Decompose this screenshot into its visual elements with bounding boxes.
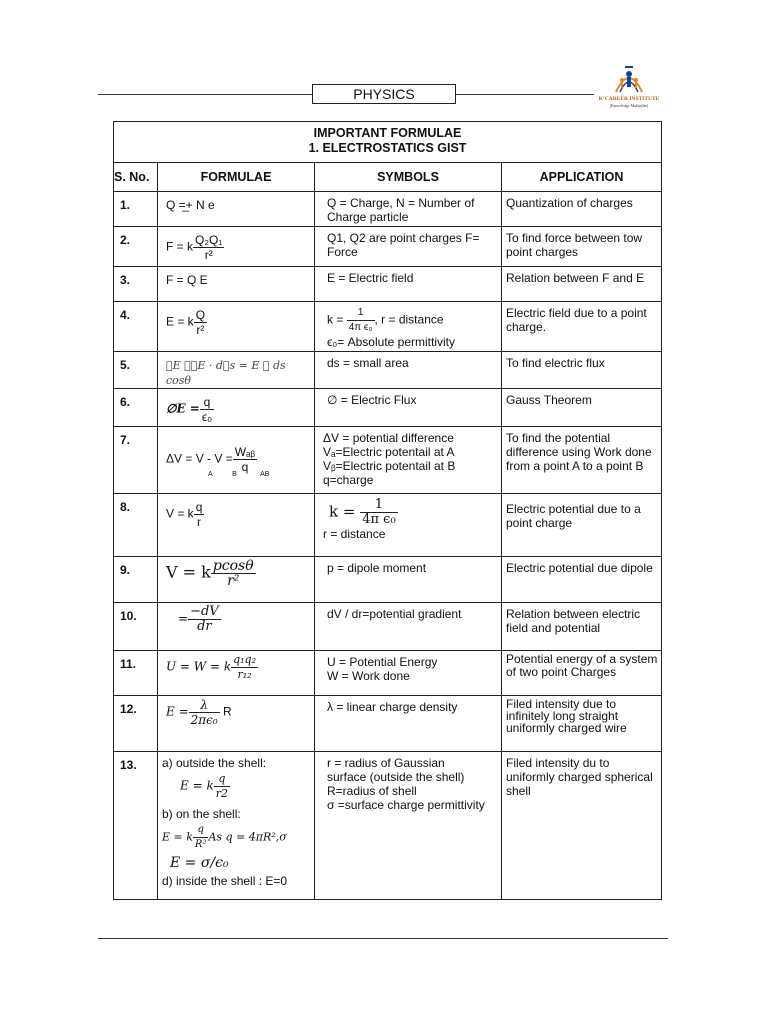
formulae-table: [113, 121, 662, 900]
formula: [158, 557, 315, 603]
formula-fraction: [194, 308, 207, 337]
symbols: [315, 302, 502, 352]
formula-lhs: F = k: [166, 239, 194, 254]
part-a-label: a) outside the shell:: [162, 756, 267, 770]
symbol-line: Q1, Q2 are point charges F=: [327, 231, 480, 245]
formula-numerator: q: [200, 395, 214, 410]
formula-text: Q =̲+ N e: [166, 198, 215, 212]
formula-fraction: [188, 605, 221, 634]
title-line-2: 1. ELECTROSTATICS GIST: [308, 141, 467, 155]
symbols: [315, 267, 502, 302]
part-a-fraction: [214, 772, 230, 801]
formula: [158, 752, 315, 900]
part-a-denominator: r2: [215, 787, 228, 800]
symbol-line: Vₐ=Electric potentail at A: [323, 445, 455, 459]
symbol-line: p = dipole moment: [327, 561, 427, 575]
symbol-line: r = radius of Gaussian: [327, 756, 445, 770]
symbol-line: Vᵦ=Electric potentail at B: [323, 459, 456, 473]
formula-fraction: [211, 559, 256, 588]
row-number: 9.: [114, 557, 158, 603]
application: Electric potential due dipole: [502, 557, 662, 603]
application: Filed intensity due to infinitely long straight uniformly charged wire: [502, 696, 662, 752]
formula-numerator: Q₂Q₁: [195, 233, 223, 247]
symbol-line: ∅ = Electric Flux: [327, 393, 417, 407]
row-number: 11.: [114, 651, 158, 696]
row-number: 7.: [114, 427, 158, 494]
application: Relation between electric field and potential: [502, 603, 662, 651]
k-denominator: 4π ϵ₀: [362, 512, 396, 527]
formula: [158, 651, 315, 696]
table-row: [114, 302, 662, 352]
formula: [158, 427, 315, 494]
symbol-line: E = Electric field: [327, 271, 414, 285]
formula-lhs: E = k: [166, 314, 194, 329]
symbols: [315, 427, 502, 494]
k-fraction: [347, 306, 375, 335]
application: Relation between F and E: [502, 267, 662, 302]
title-line-1: IMPORTANT FORMULAE: [313, 126, 462, 140]
table-row: [114, 696, 662, 752]
formula-denominator: dr: [197, 619, 212, 634]
formula: [158, 227, 315, 267]
symbol-distance: , r = distance: [374, 312, 444, 327]
part-d-label: d) inside the shell : E=0: [162, 874, 288, 888]
formula: [158, 494, 315, 557]
formula-numerator: −dV: [190, 604, 219, 619]
formula-fraction: [200, 395, 214, 424]
formula-denominator: q: [241, 460, 249, 474]
table-row: [114, 267, 662, 302]
formula-lhs: =: [178, 611, 189, 626]
part-b-formula: [162, 823, 312, 852]
table-row: [114, 389, 662, 427]
application: Gauss Theorem: [502, 389, 662, 427]
k-numerator: 1: [360, 498, 397, 513]
table-row: [114, 494, 662, 557]
formula-numerator: q: [195, 500, 203, 514]
logo-name: K’CAREER INSTITUTE: [598, 96, 660, 102]
symbol-distance: r = distance: [323, 527, 386, 541]
footer-rule: [98, 938, 668, 939]
symbols: [315, 603, 502, 651]
symbol-k: k =: [329, 502, 356, 521]
logo-tagline: (Knowledge Multiplier): [609, 103, 649, 108]
part-a-formula: [180, 772, 312, 801]
application: Quantization of charges: [502, 192, 662, 227]
formula-numerator: q₁q₂: [233, 653, 256, 666]
formula-fraction: [193, 233, 224, 262]
formula-tail: R: [223, 704, 232, 719]
formula: [158, 267, 315, 302]
row-number: 8.: [114, 494, 158, 557]
symbol-line: q=charge: [323, 473, 374, 487]
application: Electric potential due to a point charge: [502, 494, 662, 557]
symbols: [315, 227, 502, 267]
part-b-denominator: R²: [194, 839, 207, 850]
formula-text: F = Q E: [166, 273, 208, 287]
formula: [158, 192, 315, 227]
subscript-b: B: [232, 471, 237, 478]
symbols: [315, 192, 502, 227]
application: Filed intensity du to uniformly charged spherical shell: [502, 752, 662, 900]
formula: [158, 696, 315, 752]
k-expression: [329, 498, 497, 527]
part-c-formula: E = σ/ϵ₀: [170, 855, 229, 871]
subject-title: PHYSICS: [312, 84, 456, 104]
formula-lhs: U = W = k: [166, 659, 232, 674]
header-rule-right: [456, 94, 594, 95]
part-b-label: b) on the shell:: [162, 807, 241, 821]
table-row: [114, 603, 662, 651]
symbols: [315, 352, 502, 389]
numerator-subscript: AB: [260, 471, 270, 478]
formula-numerator: Q: [195, 308, 206, 322]
table-row: [114, 651, 662, 696]
col-header-sno: S. No.: [114, 163, 158, 192]
symbols: [315, 752, 502, 900]
formula-lhs: V = k: [166, 562, 211, 582]
table-row: [114, 427, 662, 494]
symbol-k: k =: [327, 312, 347, 327]
symbol-line: Q = Charge, N = Number of: [327, 196, 475, 210]
formula-subscripts: [208, 468, 308, 482]
row-number: 13.: [114, 752, 158, 900]
symbol-line: R=radius of shell: [327, 784, 417, 798]
row-number: 2.: [114, 227, 158, 267]
symbols: [315, 651, 502, 696]
formula-denominator: 2πϵ₀: [190, 713, 218, 727]
formula-lhs: ΔV = V - V =: [166, 451, 233, 466]
symbol-line: surface (outside the shell): [327, 770, 465, 784]
logo-emblem-icon: [594, 62, 664, 96]
application: Electric field due to a point charge.: [502, 302, 662, 352]
application: To find electric flux: [502, 352, 662, 389]
table-row: [114, 557, 662, 603]
part-b-fraction: [193, 823, 209, 852]
formula: [158, 302, 315, 352]
symbol-line: σ =surface charge permittivity: [327, 798, 485, 812]
table-row: [114, 352, 662, 389]
subscript-a: A: [208, 471, 213, 478]
row-number: 5.: [114, 352, 158, 389]
symbol-line: Force: [327, 245, 358, 259]
application: To find the potential difference using Work done from a point A to a point B: [502, 427, 662, 494]
col-header-application: APPLICATION: [502, 163, 662, 192]
application: Potential energy of a system of two point Charges: [502, 651, 662, 696]
symbol-permittivity: ϵ₀= Absolute permittivity: [327, 335, 455, 349]
formula-fraction: [189, 698, 220, 727]
table-row: [114, 192, 662, 227]
formula-lhs: E =: [166, 704, 189, 719]
formula-lhs: ∅E =: [166, 401, 200, 416]
symbol-line: Charge particle: [327, 210, 409, 224]
row-number: 4.: [114, 302, 158, 352]
formula-numerator: λ: [189, 698, 220, 713]
part-b-tail: As q = 4πR²,σ: [208, 830, 287, 844]
formula-lhs: V = k: [166, 506, 194, 521]
part-b-numerator: q: [193, 823, 209, 838]
formula-numerator: Wₐᵦ: [234, 445, 256, 459]
formula: [158, 389, 315, 427]
symbols: [315, 696, 502, 752]
symbol-line: U = Potential Energy: [327, 655, 438, 669]
formula-denominator: ϵ₀: [201, 410, 213, 424]
header-row: [114, 163, 662, 192]
symbol-line: λ = linear charge density: [327, 700, 458, 714]
row-number: 10.: [114, 603, 158, 651]
col-header-symbols: SYMBOLS: [315, 163, 502, 192]
row-number: 3.: [114, 267, 158, 302]
row-number: 6.: [114, 389, 158, 427]
part-a-lhs: E = k: [180, 778, 214, 793]
symbol-line: dV / dr=potential gradient: [327, 607, 462, 621]
row-number: 1.: [114, 192, 158, 227]
table-title: [114, 122, 662, 163]
symbol-line: ΔV = potential difference: [323, 431, 454, 445]
formula-denominator: r₁₂: [237, 668, 252, 681]
table-row: [114, 227, 662, 267]
formula-text: ∅E ∮⃗E · d⃗s = E ∮ ds cosθ: [166, 359, 286, 387]
formula-fraction: [194, 500, 205, 529]
part-b-lhs: E = k: [162, 830, 193, 844]
col-header-formulae: FORMULAE: [158, 163, 315, 192]
symbols: [315, 494, 502, 557]
k-numerator: 1: [347, 306, 375, 321]
formula-denominator: r²: [196, 323, 205, 337]
formula-denominator: r²: [227, 573, 240, 589]
k-fraction: [360, 498, 397, 527]
row-number: 12.: [114, 696, 158, 752]
formula: [158, 603, 315, 651]
table-row: [114, 752, 662, 900]
symbols: [315, 389, 502, 427]
institute-logo: [594, 62, 664, 112]
application: To find force between tow point charges: [502, 227, 662, 267]
part-a-numerator: q: [214, 772, 230, 787]
formula-numerator: pcosθ: [212, 558, 254, 574]
k-denominator: 4π ϵ₀: [348, 322, 373, 333]
formula-fraction: [231, 653, 258, 682]
formula-denominator: r: [197, 515, 202, 529]
symbols: [315, 557, 502, 603]
symbol-line: ds = small area: [327, 356, 409, 370]
symbol-line: W = Work done: [327, 669, 410, 683]
header-rule-left: [98, 94, 312, 95]
formula: [158, 352, 315, 389]
formula-denominator: r²: [204, 248, 213, 262]
